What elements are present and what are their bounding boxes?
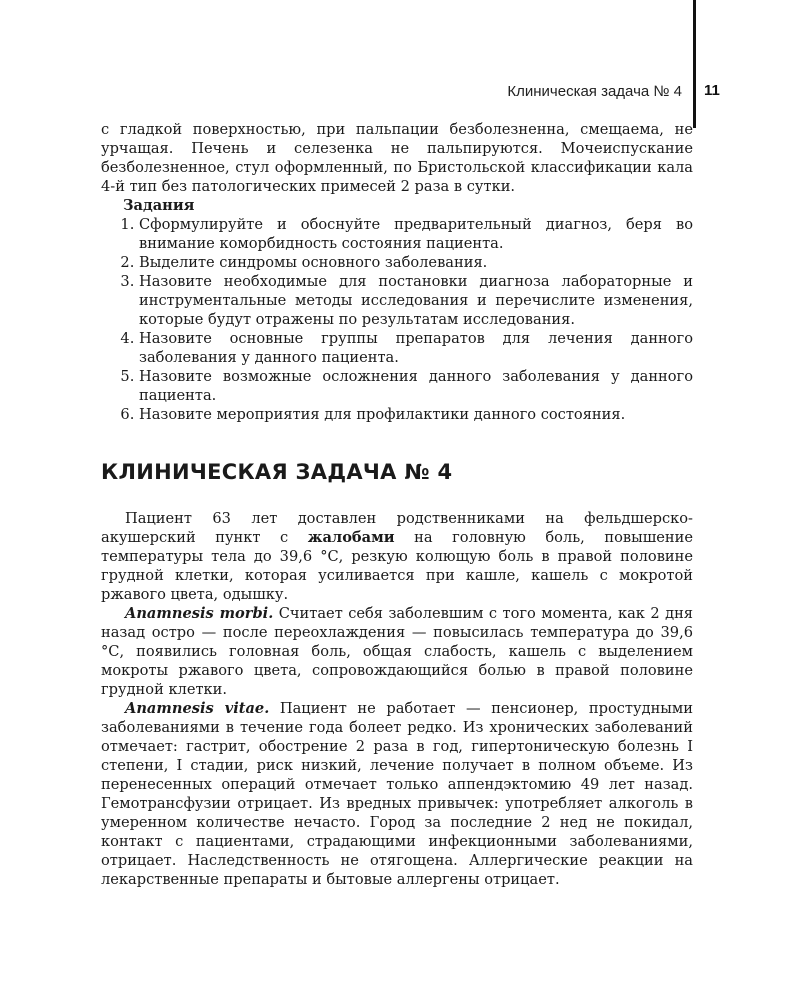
- list-item: 1. Сформулируйте и обоснуйте предварительный диагноз, беря во внимание коморбидность состояния пациента.: [139, 215, 693, 253]
- list-item: 5. Назовите возможные осложнения данного заболевания у данного пациента.: [139, 367, 693, 405]
- complaints-text-before: Пациент 63 лет доставлен родственниками на фельдшерско-акушерский пункт с: [101, 510, 693, 546]
- complaints-bold-term: жалобами: [307, 529, 395, 546]
- anamnesis-vitae-label: Anamnesis vitae.: [125, 700, 270, 717]
- complaints-text-after: на головную боль, повышение температуры тела до 39,6 °С, резкую колющую боль в правой половине грудной клетки, которая усиливается при кашле, кашель с мокротой ржавого цвета, одышку.: [101, 529, 693, 603]
- anamnesis-morbi-label: Anamnesis morbi.: [125, 605, 274, 622]
- list-item: 6. Назовите мероприятия для профилактики данного состояния.: [139, 405, 693, 424]
- page-body: [101, 120, 693, 889]
- list-item: 4. Назовите основные группы препаратов для лечения данного заболевания у данного пациента.: [139, 329, 693, 367]
- anamnesis-vitae-paragraph: [101, 699, 693, 889]
- list-item: 2. Выделите синдромы основного заболевания.: [139, 253, 693, 272]
- running-title: Клиническая задача № 4: [507, 83, 682, 100]
- anamnesis-morbi-text: Считает себя заболевшим с того момента, как 2 дня назад остро — после переохлаждения — повысилась температура до 39,6 °С, появились головная боль, общая слабость, кашель с выделением мокроты ржавого цвета, сопровождающийся болью в правой половине грудной клетки.: [101, 605, 693, 698]
- page-number: 11: [704, 82, 720, 99]
- anamnesis-vitae-text: Пациент не работает — пенсионер, простудными заболеваниями в течение года болеет редко. Из хронических заболеваний отмечает: гастрит, обострение 2 раза в год, гипертоническую болезнь I степени, I стадии, риск низкий, лечение получает в полном объеме. Из перенесенных операций отмечает только аппендэктомию 49 лет назад. Гемотрансфузии отрицает. Из вредных привычек: употребляет алкоголь в умеренном количестве нечасто. Город за последние 2 нед не покидал, контакт с пациентами, страдающими инфекционными заболеваниями, отрицает. Наследственность не отягощена. Аллергические реакции на лекарственные препараты и бытовые аллергены отрицает.: [101, 700, 693, 888]
- header-vertical-rule: [693, 0, 696, 128]
- section-title: КЛИНИЧЕСКАЯ ЗАДАЧА № 4: [101, 460, 453, 484]
- list-item: 3. Назовите необходимые для постановки диагноза лабораторные и инструментальные методы исследования и перечислите изменения, которые будут отражены по результатам исследования.: [139, 272, 693, 329]
- anamnesis-morbi-paragraph: [101, 604, 693, 699]
- tasks-list: [101, 215, 693, 424]
- tasks-heading: Задания: [123, 197, 195, 214]
- intro-paragraph: с гладкой поверхностью, при пальпации безболезненна, смещаема, не урчащая. Печень и селезенка не пальпируются. Мочеиспускание безболезненное, стул оформленный, по Бристольской классификации кала 4-й тип без патологических примесей 2 раза в сутки.: [101, 121, 693, 195]
- complaints-paragraph: [101, 509, 693, 604]
